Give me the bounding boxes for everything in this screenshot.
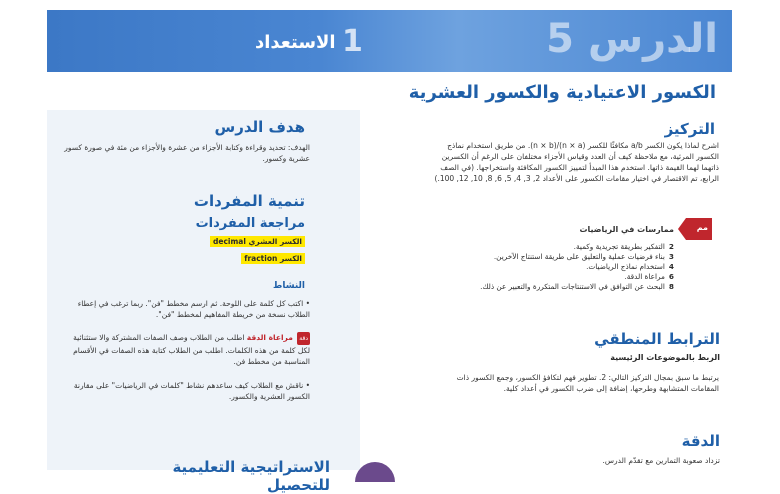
accuracy-text: اطلب من الطلاب وصف الصفات المشتركة والا ستثنائية لكل كلمة من هذه الكلمات. اطلب من الطلاب كتابة هذه الصفات في الأقسام المناسبة من مخطط فن. <box>73 333 310 366</box>
lesson-title: الكسور الاعتيادية والكسور العشرية <box>408 82 716 103</box>
lesson-number: الدرس 5 <box>546 16 718 62</box>
goal-text: الهدف: تحديد وقراءة وكتابة الأجزاء من عشرة والأجزاء من مئة في صورة كسور عشرية وكسور. <box>64 143 310 163</box>
rigor-heading: الدقة <box>681 432 720 450</box>
vocab-term-decimal: الكسر العشري decimal <box>210 236 305 247</box>
accuracy-badge: دقة <box>297 332 310 345</box>
practice-item: 8البحث عن التوافق في الاستنتاجات المتكررة والتعبير عن ذلك. <box>480 282 674 291</box>
coherence-text: يرتبط ما سبق بمجال التركيز التالي: 2. تطوير فهم لتكافؤ الكسور، وجمع الكسور ذات المقامات المتشابهة وطرحها، إضافة إلى ضرب الكسور في أعداد كلية. <box>456 373 719 393</box>
practices-heading: ممارسات في الرياضيات <box>579 225 674 234</box>
prep-step-label: الاستعداد <box>255 32 336 53</box>
accuracy-label: مراعاة الدقة <box>246 333 293 342</box>
practice-item: 6مراعاة الدقة. <box>624 272 674 281</box>
practice-item: 2التفكير بطريقة تجريدية وكمية. <box>573 242 674 251</box>
activity-item-accuracy <box>60 332 310 367</box>
vocab-term-fraction: الكسر fraction <box>241 253 305 264</box>
vocab-review-heading: مراجعة المفردات <box>195 216 305 231</box>
lesson-banner <box>47 10 732 72</box>
practices-tag-label: مم <box>696 223 708 232</box>
vocab-heading: تنمية المفردات <box>193 192 305 210</box>
coherence-subheading: الربط بالموضوعات الرئيسية <box>610 353 720 362</box>
goal-heading: هدف الدرس <box>214 118 305 136</box>
practice-item: 3بناء فرضيات عملية والتعليق على طريقة استنتاج الآخرين. <box>493 252 674 261</box>
practices-list <box>434 242 674 292</box>
strategy-heading: الاستراتيجية التعليمية للتحصيل <box>172 458 330 494</box>
activity-item: • اكتب كل كلمة على اللوحة. ثم ارسم مخطط "فن". ربما ترغب في إعطاء الطلاب نسخة من خريطة المفاهيم لمخطط "فن". <box>77 299 310 319</box>
activity-item: • ناقش مع الطلاب كيف ساعدهم نشاط "كلمات في الرياضيات" على مقارنة الكسور العشرية والكسور. <box>73 381 310 401</box>
left-panel <box>47 110 360 470</box>
math-practices-box <box>424 218 724 310</box>
activity-heading: النشاط <box>272 281 305 291</box>
focus-text: اشرح لماذا يكون الكسر a/b مكافئًا للكسر (n × a)/(n × b). من طريق استخدام نماذج الكسور المرئية، مع ملاحظة كيف أن العدد وقياس الأجزاء مختلفان على الرغم أن الكسرين ذاتهما لهما القيمة ذاتها. استخدم هذا المبدأ لتمييز الكسور المكافئة واستخراجها. (في الصف الرابع، تم الاقتصار في اختيار مقامات الكسور على الأعداد 2, 3, 4, 5, 6, 8, 10, 12, 100.) <box>434 141 719 183</box>
coherence-heading: الترابط المنطقي <box>594 330 720 348</box>
rigor-text: تزداد صعوبة التمارين مع تقدّم الدرس. <box>602 456 720 465</box>
prep-step-number: 1 <box>342 24 363 59</box>
focus-heading: التركيز <box>664 120 715 138</box>
practice-item: 4استخدام نماذج الرياضيات. <box>586 262 674 271</box>
